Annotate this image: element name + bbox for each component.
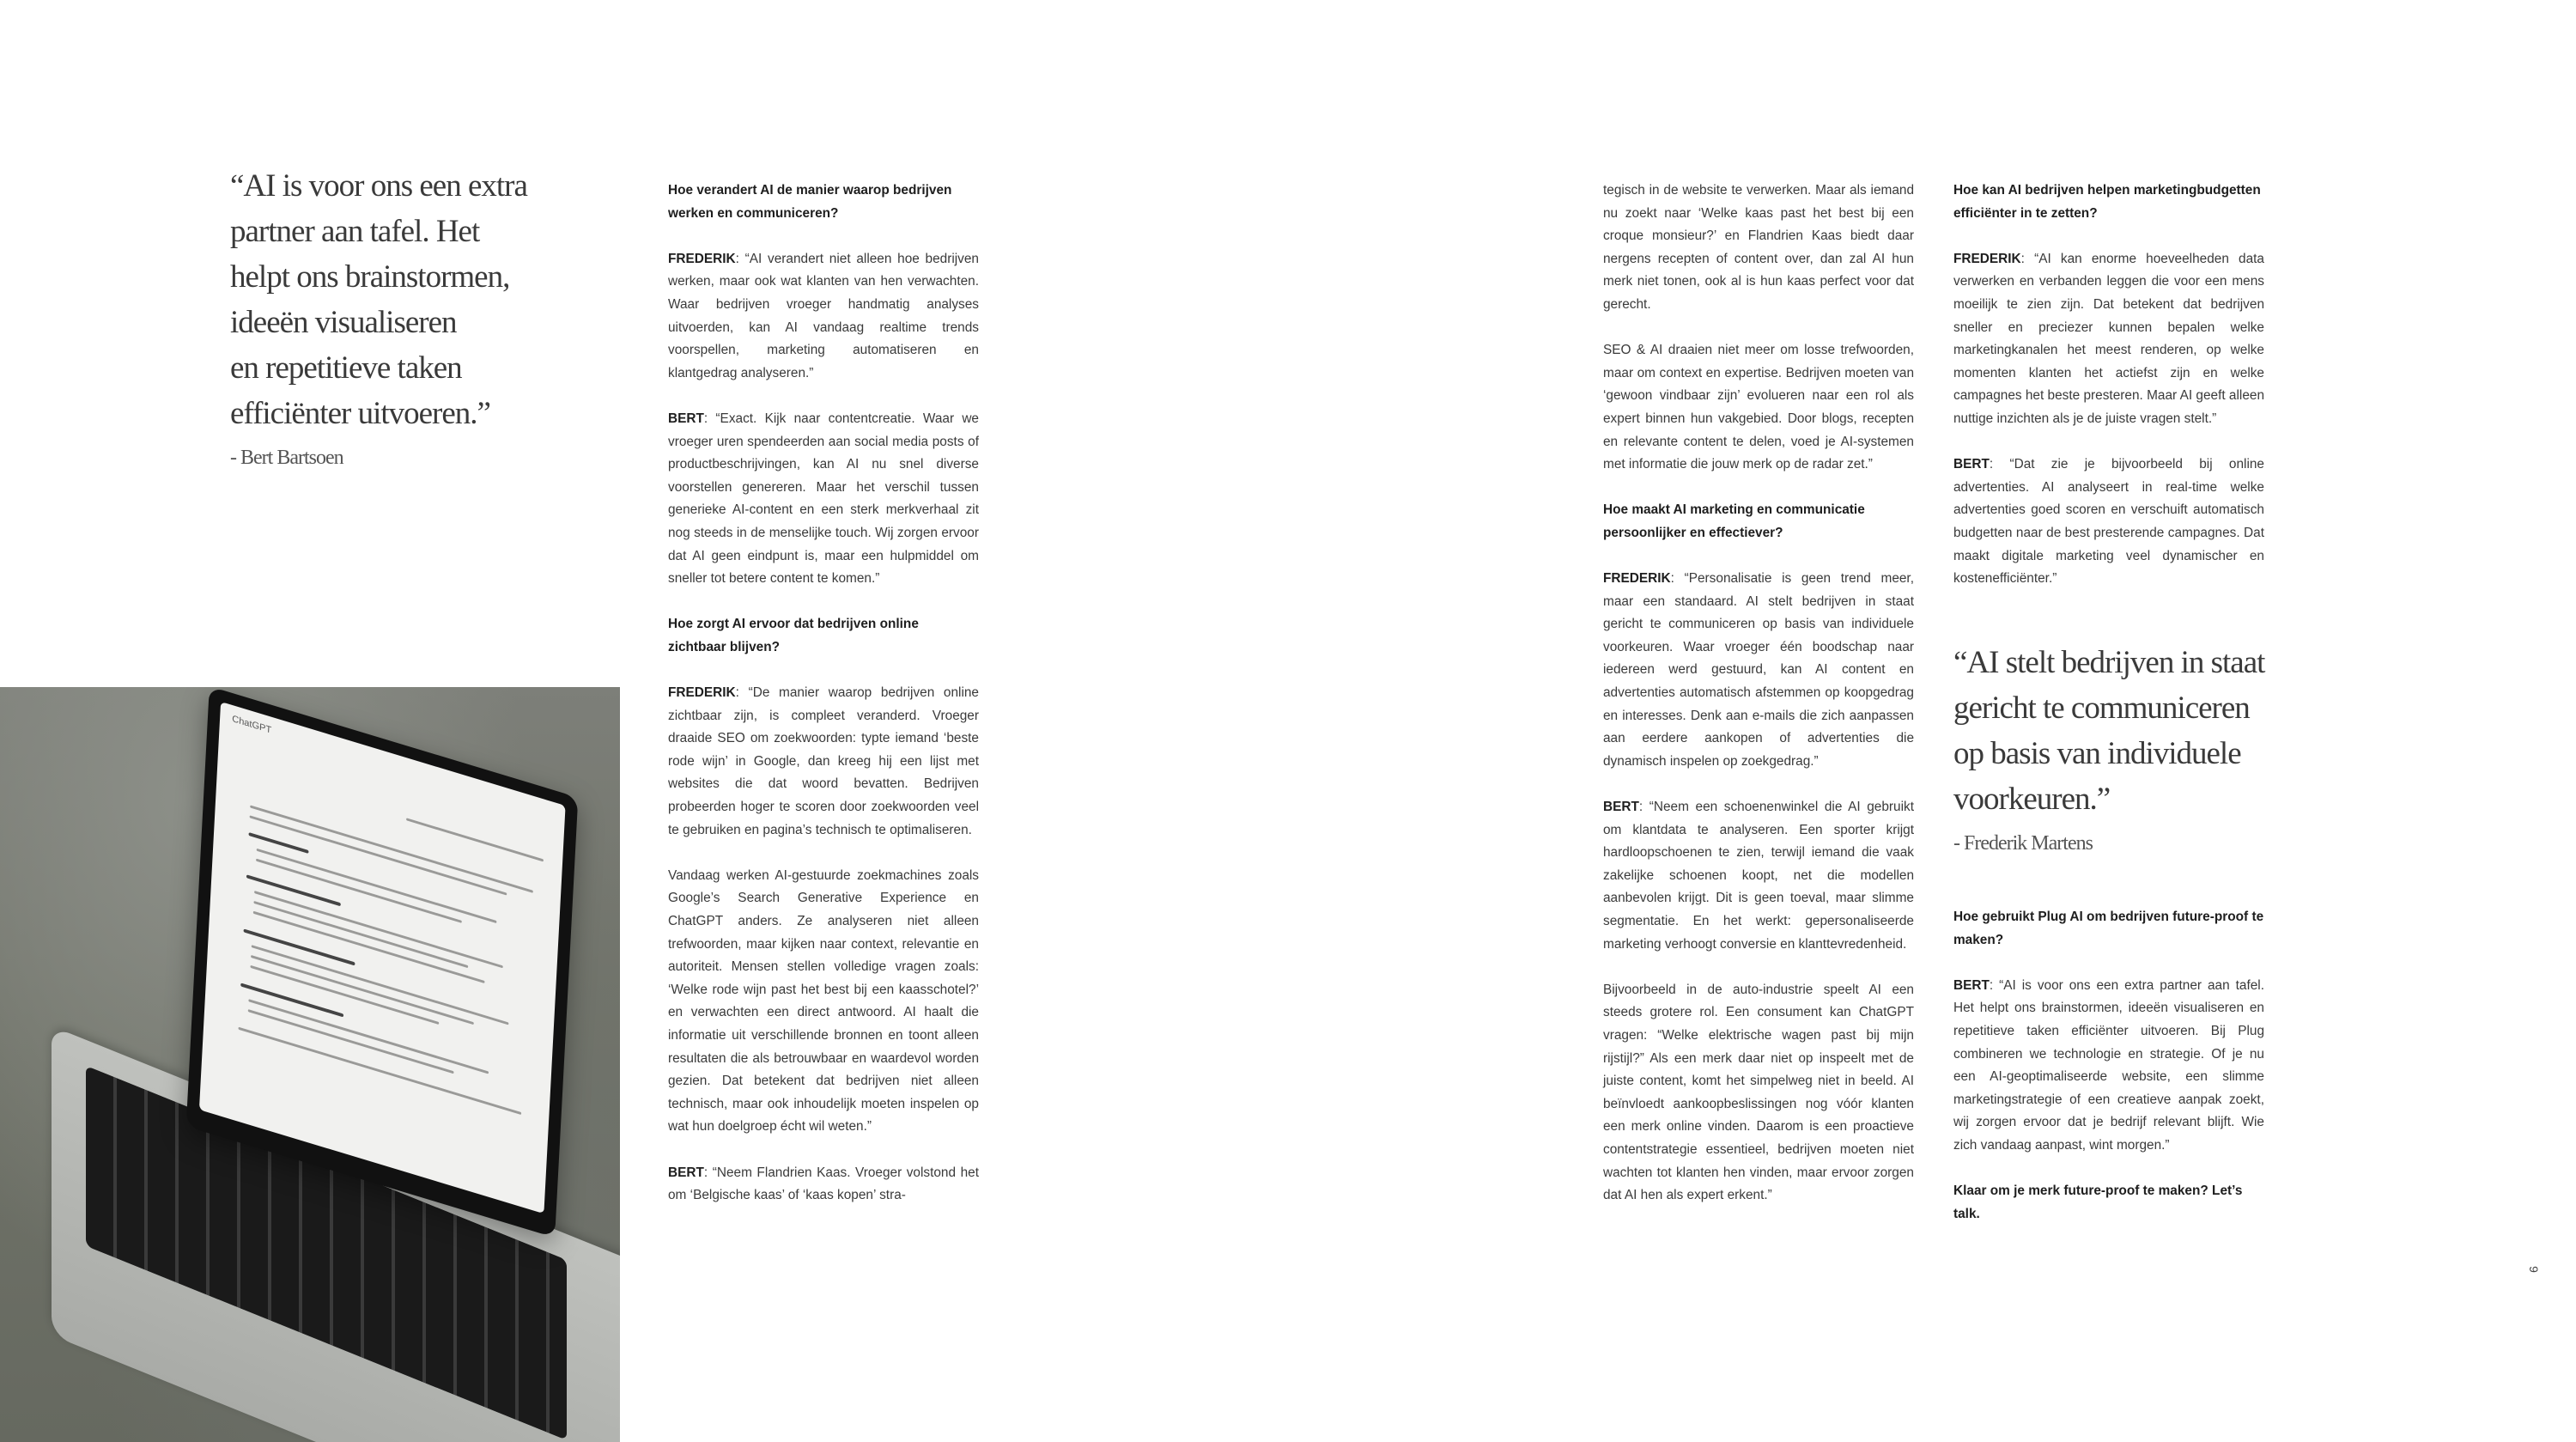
paragraph xyxy=(1953,975,2264,1158)
paragraph xyxy=(1603,796,1914,956)
paragraph xyxy=(668,408,979,591)
article-column-1 xyxy=(668,179,979,1230)
paragraph xyxy=(1953,453,2264,591)
right-page xyxy=(1288,0,2576,1442)
paragraph: Bijvoorbeeld in de auto-industrie speelt AI een steeds grotere rol. Een consument kan ChatGPT vragen: “Welke elektrische wagen past bij mijn rijstijl?” Als een merk daar niet op inspeelt met de juiste content, komt het simpelweg niet in beeld. AI beïnvloedt aankoopbeslissingen nog vóór klanten een merk online vinden. Daarom is een proactieve contentstrategie essentieel, bedrijven moeten niet wachten tot klanten hen vinden, maar ervoor zorgen dat AI hen als expert erkent.” xyxy=(1603,982,1914,1203)
paragraph xyxy=(668,682,979,842)
question-heading: Hoe verandert AI de manier waarop bedrijven werken en communiceren? xyxy=(668,183,952,221)
paragraph-text: : “De manier waarop bedrijven online zichtbaar zijn, is compleet veranderd. Vroeger draaide SEO om zoekwoorden: typte iemand ‘beste rode wijn’ in Google, dan kreeg hij een lijst met websites die dat woord bevatten. Bedrijven probeerden hoger te scoren door zoekwoorden veel te gebruiken en pagina’s technisch te optimaliseren. xyxy=(668,685,979,837)
speaker-name: BERT xyxy=(1603,800,1639,815)
paragraph-text: : “Exact. Kijk naar contentcreatie. Waar we vroeger uren spendeerden aan social media posts of productbeschrijvingen, kan AI nu snel diverse voorstellen genereren. Maar het verschil tussen generieke AI-content en een sterk merkverhaal zit nog steeds in de menselijke touch. Wij zorgen ervoor dat AI geen eindpunt is, maar een hulpmiddel om sneller tot betere content te komen.” xyxy=(668,411,979,587)
paragraph-text: : “Dat zie je bijvoorbeeld bij online advertenties. AI analyseert in real-time welke advertenties goed scoren en verschuift automatisch budgetten naar de best presterende campagnes. Dat maakt digitale marketing veel dynamischer en kostenefficiënter.” xyxy=(1953,457,2264,587)
call-to-action: Klaar om je merk future-proof te maken? Let’s talk. xyxy=(1953,1183,2243,1221)
pull-quote-bert xyxy=(230,163,608,472)
paragraph: tegisch in de website te verwerken. Maar als iemand nu zoekt naar ‘Welke kaas past het best bij een croque monsieur?’ en Flandrien Kaas biedt daar nergens recepten of content over, dan zal AI hun merk niet tonen, ook al is hun kaas perfect voor dat gerecht. xyxy=(1603,183,1914,312)
chat-line xyxy=(248,999,489,1074)
pull-quote-author: - Frederik Martens xyxy=(1953,832,2093,855)
pull-quote-text: “AI stelt bedrijven in staat gericht te communiceren op basis van individuele voorkeuren.” xyxy=(1953,645,2265,817)
paragraph xyxy=(1603,568,1914,773)
page-number: 9 xyxy=(2526,1266,2541,1273)
paragraph xyxy=(1953,248,2264,431)
speaker-name: FREDERIK xyxy=(1953,251,2021,266)
speaker-name: BERT xyxy=(668,1165,704,1180)
chat-line xyxy=(250,815,507,895)
pull-quote-frederik xyxy=(1953,640,2314,858)
speaker-name: FREDERIK xyxy=(668,685,736,701)
paragraph-text: : “AI kan enorme hoeveelheden data verwerken en verbanden leggen die voor een mens moeilijk te zien zijn. Dat betekent dat bedrijven sneller en preciezer kunnen bepalen welke marketingkanalen het meest renderen, op welke momenten klanten het actiefst zijn en welke campagnes het beste presteren. Maar AI geeft alleen nuttige inzichten als je de juiste vragen stelt.” xyxy=(1953,251,2264,426)
question-heading: Hoe maakt AI marketing en communicatie persoonlijker en effectiever? xyxy=(1603,502,1865,540)
question-heading: Hoe gebruikt Plug AI om bedrijven future-proof te maken? xyxy=(1953,910,2264,947)
paragraph-text: : “Personalisatie is geen trend meer, maar een standaard. AI stelt bedrijven in staat gericht te communiceren op basis van individuele voorkeuren. Waar vroeger één boodschap naar iedereen werd gestuurd, kan AI content en advertenties automatisch afstemmen op koopgedrag en interesses. Denk aan e-mails die zich aanpassen aan eerdere aankopen of advertenties die dynamisch inspelen op zoekgedrag.” xyxy=(1603,571,1914,769)
paragraph: Vandaag werken AI-gestuurde zoekmachines zoals Google’s Search Generative Experience en ChatGPT anders. Ze analyseren niet alleen trefwoorden, maar kijken naar context, relevantie en autoriteit. Mensen stellen volledige vragen zoals: ‘Welke rode wijn past het best bij een kaasschotel?’ en verwachten een direct antwoord. AI haalt die informatie uit verschillende bronnen en toont alleen resultaten die als betrouwbaar en waardevol worden gezien. Dat betekent dat bedrijven niet alleen technisch, maar ook inhoudelijk moeten inspelen op wat hun doelgroep écht wil weten.” xyxy=(668,867,979,1135)
question-heading: Hoe kan AI bedrijven helpen marketingbudgetten efficiënter in te zetten? xyxy=(1953,183,2261,221)
chat-window xyxy=(199,702,566,1214)
paragraph-text: : “AI verandert niet alleen hoe bedrijven werken, maar ook wat klanten van hen verwachten. Waar bedrijven vroeger handmatig analyses uitvoerden, kan AI vandaag realtime trends voorspellen, marketing automatiseren en klantgedrag analyseren.” xyxy=(668,251,979,380)
pull-quote-author: - Bert Bartsoen xyxy=(230,447,343,469)
paragraph-text: : “Neem een schoenenwinkel die AI gebruikt om klantdata te analyseren. Een sporter krijgt hardloopschoenen te zien, terwijl iemand die vaak zakelijke schoenen koopt, net die modellen aanbevolen krijgt. Dit is geen toeval, maar slimme segmentatie. En het werkt: gepersonaliseerde marketing verhoogt conversie en klanttevredenheid. xyxy=(1603,800,1914,952)
chat-line xyxy=(406,818,544,861)
article-column-2 xyxy=(1603,179,1914,1230)
paragraph: SEO & AI draaien niet meer om losse trefwoorden, maar om context en expertise. Bedrijven moeten van ‘gewoon vindbaar zijn’ evolueren naar een rol als expert binnen hun vakgebied. Door blogs, recepten en relevante content te delen, voed je AI-systemen met informatie die jouw merk op de radar zet.” xyxy=(1603,343,1914,472)
article-column-3 xyxy=(1953,179,2264,613)
laptop-photo xyxy=(0,687,620,1442)
question-heading: Hoe zorgt AI ervoor dat bedrijven online zichtbaar blijven? xyxy=(668,617,919,654)
chat-app-title: ChatGPT xyxy=(231,714,272,736)
paragraph-text: : “Neem Flandrien Kaas. Vroeger volstond het om ‘Belgische kaas’ of ‘kaas kopen’ stra- xyxy=(668,1165,979,1203)
speaker-name: FREDERIK xyxy=(1603,571,1671,587)
paragraph xyxy=(668,1162,979,1208)
article-column-3-continued xyxy=(1953,906,2264,1249)
speaker-name: BERT xyxy=(668,411,704,426)
speaker-name: FREDERIK xyxy=(668,251,736,266)
paragraph-text: : “AI is voor ons een extra partner aan tafel. Het helpt ons brainstormen, ideeën visualiseren en repetitieve taken efficiënter uitvoeren. Bij Plug combineren we technologie en strategie. Of je nu een AI-geoptimaliseerde website, een slimme marketingstrategie of een creatieve aanpak zoekt, wij zorgen ervoor dat je bedrijf relevant blijft. Wie zich vandaag aanpast, wint morgen.” xyxy=(1953,977,2264,1153)
speaker-name: BERT xyxy=(1953,977,1990,993)
speaker-name: BERT xyxy=(1953,457,1990,472)
pull-quote-text: “AI is voor ons een extra partner aan tafel. Het helpt ons brainstormen, ideeën visualiseren en repetitieve taken efficiënter uitvoeren.” xyxy=(230,168,527,431)
chat-line xyxy=(253,911,485,983)
paragraph xyxy=(668,248,979,386)
chat-line xyxy=(251,955,474,1025)
